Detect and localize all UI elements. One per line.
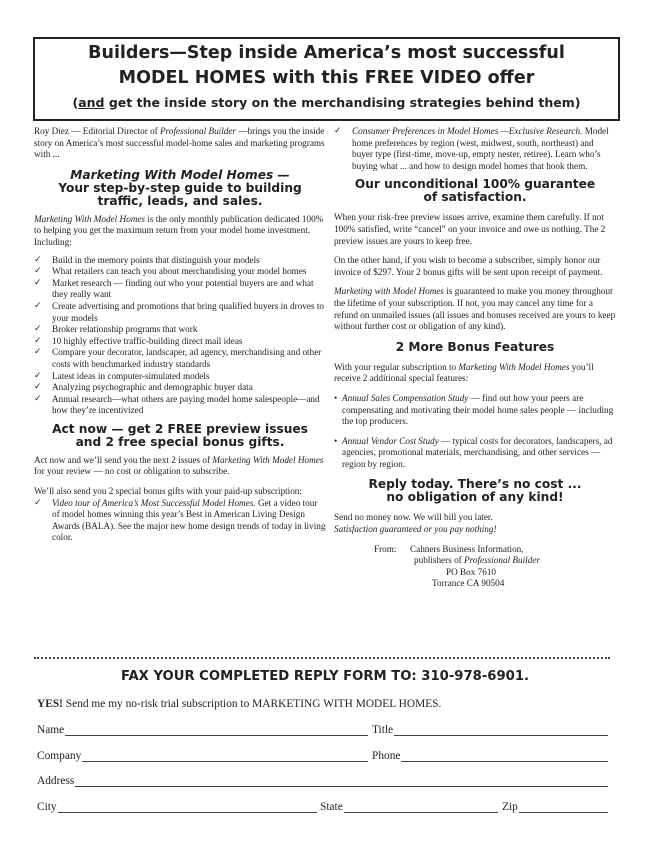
company-line[interactable] [82, 751, 368, 762]
guide-paragraph [34, 214, 326, 249]
checkmark-icon: ✓ [34, 335, 42, 346]
company-label: Company [37, 750, 82, 762]
checklist-text: Annual research—what others are paying model home salespeople—and how they’re incentivized [52, 393, 320, 416]
checklist-item [34, 301, 326, 324]
satisfaction-line: Satisfaction guaranteed or you pay nothing! [334, 524, 497, 535]
city-field[interactable] [37, 801, 317, 813]
guide-heading-line-3: traffic, leads, and sales. [97, 193, 263, 208]
checklist-text: Build in the memory points that distinguish your models [52, 254, 260, 265]
more-bonus-heading: 2 More Bonus Features [395, 339, 555, 354]
checklist-text: What retailers can teach you about merchandising your model homes [52, 266, 307, 277]
act-now-text: Act now and we’ll send you the next 2 issues of [34, 454, 213, 465]
guarantee-heading [334, 178, 616, 204]
act-now-heading-line-1: Act now — get 2 FREE preview issues [52, 421, 308, 436]
benefits-checklist [34, 255, 326, 417]
right-column [334, 126, 616, 590]
more-bonus-publication: Marketing With Model Homes [458, 361, 570, 372]
zip-field[interactable] [502, 801, 608, 813]
headline-line-2: MODEL HOMES with this FREE VIDEO offer [118, 68, 535, 88]
checkmark-icon: ✓ [34, 393, 42, 404]
checkmark-icon: ✓ [34, 266, 42, 277]
from-company: Cahners Business Information, [410, 543, 524, 554]
phone-label: Phone [372, 750, 401, 762]
checklist-item [34, 324, 326, 336]
checklist-item [34, 394, 326, 417]
name-label: Name [37, 724, 65, 736]
consumer-preferences-title: Consumer Preferences in Model Homes —Exclusive Research. [352, 126, 583, 136]
feature-text: — find out how your peers are compensating and motivating their model home sales people — including the top producers. [342, 392, 614, 427]
video-tour-text: Get a video tour of model homes winning this year’s Best in American Living Design Awards (BALA). See the major new home design trends of today in living color. [52, 497, 326, 543]
bonus-gift-list [34, 498, 326, 544]
checkmark-icon: ✓ [34, 277, 42, 288]
checklist-text: Compare your decorator, landscaper, ad agency, merchandising and other costs with benchmarked industry standards [52, 347, 322, 369]
consumer-preferences-list [334, 126, 616, 172]
fax-heading: FAX YOUR COMPLETED REPLY FORM TO: 310-978-6901. [120, 669, 530, 684]
headline-line-1: Builders—Step inside America’s most successful [88, 43, 565, 63]
from-address [410, 544, 616, 590]
state-line[interactable] [344, 802, 498, 813]
from-label: From: [374, 543, 397, 554]
feature-title: Annual Vendor Cost Study [342, 435, 439, 446]
more-bonus-text: With your regular subscription to [334, 361, 459, 372]
yes-line-text: Send me my no-risk trial subscription to MARKETING WITH MODEL HOMES. [62, 698, 442, 710]
zip-line[interactable] [519, 802, 608, 813]
checkmark-icon: ✓ [334, 126, 342, 136]
more-bonus-text-end: you’ll receive 2 additional special features: [334, 361, 594, 384]
checklist-text: Market research — finding out who your potential buyers are and what they really want [52, 277, 314, 300]
feature-text: — typical costs for decorators, landscapers, ad agencies, promotional materials, merchandising, and other services — region by region. [342, 435, 613, 469]
consumer-preferences-item [334, 126, 616, 172]
guide-heading [34, 169, 326, 208]
intro-text-end: —brings you the inside story on America’s most successful model-home sales and marketing programs with ... [34, 126, 325, 160]
yes-line [37, 698, 441, 710]
guarantee-paragraph-2: On the other hand, if you wish to become a subscriber, simply honor our invoice of $297. Your 2 bonus gifts will be sent upon receipt of payment. [334, 255, 603, 277]
headline-line-3-rest: get the inside story on the merchandising strategies behind them) [104, 95, 581, 110]
checklist-item [34, 347, 326, 370]
intro-text: Roy Diez — Editorial Director of [34, 126, 161, 136]
from-po-box: PO Box 7610 [446, 566, 497, 577]
checklist-item [34, 371, 326, 383]
headline-line-3: (and get the inside story on the merchandising strategies behind them) [72, 95, 581, 110]
checklist-text: Broker relationship programs that work [52, 324, 198, 335]
phone-line[interactable] [401, 751, 608, 762]
checklist-text: 10 highly effective traffic-building direct mail ideas [52, 335, 243, 346]
from-publishers-text: publishers of [414, 555, 465, 566]
checklist-item [34, 382, 326, 394]
more-bonus-paragraph [334, 362, 616, 385]
checklist-text: Latest ideas in computer-simulated models [52, 370, 210, 381]
from-publishers [410, 555, 616, 567]
guarantee-heading-line-1: Our unconditional 100% guarantee [354, 177, 596, 192]
guarantee-publication: Marketing with Model Homes [334, 286, 444, 297]
company-field[interactable] [37, 750, 368, 762]
checkmark-icon: ✓ [34, 497, 42, 508]
feature-item [334, 393, 616, 428]
bullet-icon: • [334, 392, 338, 403]
guarantee-paragraph-1: When your risk-free preview issues arrive, examine them carefully. If not 100% satisfied, write “cancel” on your invoice and owe us nothing. The 2 preview issues are yours to keep free. [334, 212, 606, 246]
act-now-heading [34, 423, 326, 449]
from-publication: Professional Builder [464, 555, 540, 566]
guide-publication: Marketing With Model Homes [34, 213, 145, 224]
address-line[interactable] [75, 776, 608, 787]
left-column [34, 126, 326, 544]
checkmark-icon: ✓ [34, 300, 42, 311]
checklist-item [34, 336, 326, 348]
intro-publication: Professional Builder [160, 126, 237, 136]
title-field[interactable] [372, 724, 608, 736]
headline-and: and [78, 95, 105, 110]
guarantee-paragraph-3 [334, 286, 616, 332]
title-label: Title [372, 724, 394, 736]
from-block [334, 544, 616, 590]
city-label: City [37, 801, 57, 813]
act-now-heading-line-2: and 2 free special bonus gifts. [75, 434, 285, 449]
address-field[interactable] [37, 775, 608, 787]
checklist-text: Create advertising and promotions that bring qualified buyers in droves to your models [52, 300, 324, 323]
state-label: State [320, 801, 343, 813]
name-line[interactable] [65, 725, 368, 736]
tear-off-divider [34, 657, 610, 659]
video-tour-title: Video tour of America’s Most Successful Model Homes. [52, 497, 256, 508]
yes-word: YES! [37, 698, 63, 710]
bonus-gifts-paragraph: We’ll also send you 2 special bonus gifts with your paid-up subscription: [34, 486, 302, 497]
guarantee-heading-line-2: of satisfaction. [423, 190, 527, 205]
address-label: Address [37, 775, 75, 787]
checkmark-icon: ✓ [34, 347, 42, 358]
feature-item [334, 436, 616, 471]
reply-heading-line-2: no obligation of any kind! [386, 490, 564, 505]
intro-paragraph [34, 126, 326, 161]
headline-box [33, 37, 620, 121]
state-field[interactable] [320, 801, 498, 813]
act-now-paragraph [34, 455, 326, 478]
checkmark-icon: ✓ [34, 370, 42, 381]
reply-heading-line-1: Reply today. There’s no cost ... [368, 477, 582, 492]
checklist-item [34, 266, 326, 278]
title-line[interactable] [394, 725, 608, 736]
checkmark-icon: ✓ [34, 324, 42, 335]
act-now-text-end: for your review — no cost or obligation to subscribe. [34, 466, 230, 477]
guide-paragraph-text: is the only monthly publication dedicated 100% to helping you get the maximum return from your model home investment. Including: [34, 213, 324, 247]
act-now-publication: Marketing With Model Homes [212, 454, 324, 465]
checklist-item [34, 255, 326, 267]
zip-label: Zip [502, 801, 518, 813]
reply-heading [334, 478, 616, 504]
checkmark-icon: ✓ [34, 254, 42, 265]
checkmark-icon: ✓ [34, 382, 42, 393]
checklist-text: Analyzing psychographic and demographic buyer data [52, 382, 253, 393]
feature-title: Annual Sales Compensation Study [342, 392, 469, 403]
guarantee-paragraph-3-text: is guaranteed to make you money throughout the lifetime of your subscription. If not, you may cancel any time for a refund on unmailed issues (all issues and bonuses received are yours to keep without further cost or obligation of any kind). [334, 286, 616, 332]
phone-field[interactable] [372, 750, 608, 762]
checklist-item [34, 278, 326, 301]
name-field[interactable] [37, 724, 368, 736]
guide-heading-line-1: Marketing With Model Homes — [70, 167, 290, 182]
send-no-money-line: Send no money now. We will bill you later. [334, 512, 493, 523]
guide-heading-line-2: Your step-by-step guide to building [58, 180, 302, 195]
city-line[interactable] [58, 802, 317, 813]
video-tour-item [34, 498, 326, 544]
consumer-preferences-text: Model home preferences by region (west, midwest, south, northeast) and buyer type (first-time, move-up, empty nester, retiree). Learn who’s buying what ... and how to design model homes that hook them. [352, 126, 609, 171]
from-city: Torrance CA 90504 [432, 578, 505, 589]
bullet-icon: • [334, 435, 338, 446]
